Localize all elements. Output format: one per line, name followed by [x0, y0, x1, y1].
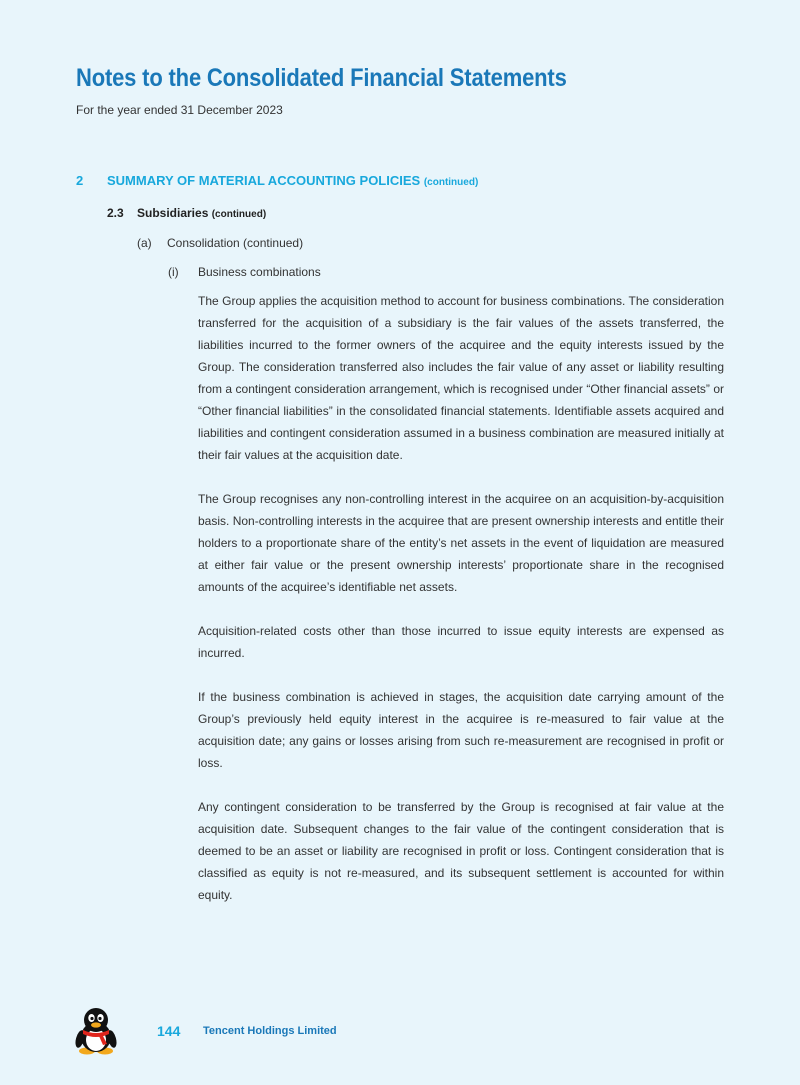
subsection-title: Subsidiaries: [137, 206, 209, 220]
penguin-logo-icon: [74, 1007, 118, 1055]
page-subtitle: For the year ended 31 December 2023: [76, 103, 283, 117]
paragraph: Any contingent consideration to be transferred by the Group is recognised at fair value at the acquisition date. Subsequent changes to the fair value of the contingent consideration that is deemed to be an asset or liability are recognised in profit or loss. Contingent consideration that is classified as equity is not re-measured, and its subsequent settlement is accounted for within equity.: [198, 800, 724, 902]
subsection-number: 2.3: [107, 206, 124, 220]
page-number: 144: [157, 1023, 181, 1039]
subsection-continued: (continued): [211, 209, 267, 220]
item-a-marker: (a): [137, 236, 152, 250]
section-number: 2: [76, 173, 84, 188]
item-i: [168, 265, 321, 279]
section-continued: (continued): [423, 177, 479, 188]
item-i-label: Business combinations: [198, 265, 321, 279]
section-heading: [76, 173, 478, 188]
item-a-label: Consolidation (continued): [167, 236, 304, 250]
paragraph: If the business combination is achieved in stages, the acquisition date carrying amount of the Group’s previously held equity interest in the acquiree is re-measured to fair value at the acquisition date; any gains or losses arising from such re-measurement are recognised in profit or loss.: [198, 690, 724, 770]
section-title: SUMMARY OF MATERIAL ACCOUNTING POLICIES: [107, 173, 421, 188]
body-text: [198, 290, 724, 928]
paragraph: Acquisition-related costs other than those incurred to issue equity interests are expensed as incurred.: [198, 624, 724, 660]
paragraph: The Group recognises any non-controlling interest in the acquiree on an acquisition-by-acquisition basis. Non-controlling interests in the acquiree that are present ownership interests and entitle their holders to a proportionate share of the entity’s net assets in the event of liquidation are measured at either fair value or the present ownership interests’ proportionate share in the recognised amounts of the acquiree’s identifiable net assets.: [198, 492, 724, 594]
subsection-heading: [107, 206, 266, 220]
item-i-marker: (i): [168, 265, 179, 279]
paragraph: The Group applies the acquisition method to account for business combinations. The consideration transferred for the acquisition of a subsidiary is the fair values of the assets transferred, the liabilities incurred to the former owners of the acquiree and the equity interests issued by the Group. The consideration transferred also includes the fair value of any asset or liability resulting from a contingent consideration arrangement, which is recognised under “Other financial assets” or “Other financial liabilities” in the consolidated financial statements. Identifiable assets acquired and liabilities and contingent consideration assumed in a business combination are measured initially at their fair values at the acquisition date.: [198, 294, 724, 462]
page-title: Notes to the Consolidated Financial Statements: [76, 64, 567, 92]
company-name: Tencent Holdings Limited: [203, 1025, 337, 1037]
item-a: [137, 236, 303, 250]
